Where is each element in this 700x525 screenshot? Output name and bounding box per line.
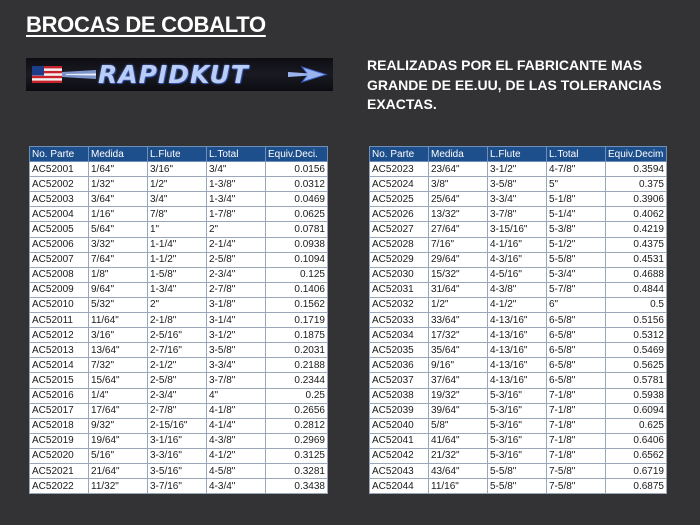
cell-size: 3/16" (89, 328, 148, 343)
cell-total-length: 3-1/8" (207, 297, 266, 312)
cell-size: 33/64" (429, 313, 488, 328)
cell-decimal: 0.0469 (266, 192, 328, 207)
cell-total-length: 7-5/8" (547, 479, 606, 494)
cell-decimal: 0.0781 (266, 222, 328, 237)
table-row (30, 237, 328, 252)
cell-total-length: 5-7/8" (547, 282, 606, 297)
cell-decimal: 0.5781 (606, 373, 667, 388)
cell-decimal: 0.4375 (606, 237, 667, 252)
cell-total-length: 5-1/8" (547, 192, 606, 207)
us-flag-icon (32, 66, 62, 83)
cell-part-number: AC52013 (30, 343, 89, 358)
cell-flute-length: 4-13/16" (488, 358, 547, 373)
cell-flute-length: 3-15/16" (488, 222, 547, 237)
cell-flute-length: 3-5/8" (488, 177, 547, 192)
cell-part-number: AC52028 (370, 237, 429, 252)
cell-part-number: AC52030 (370, 267, 429, 282)
cell-flute-length: 2-3/4" (148, 388, 207, 403)
cell-total-length: 2" (207, 222, 266, 237)
cell-decimal: 0.625 (606, 418, 667, 433)
cell-part-number: AC52024 (370, 177, 429, 192)
table-row (370, 343, 667, 358)
table-row (370, 252, 667, 267)
cell-size: 9/64" (89, 282, 148, 297)
cell-flute-length: 5-5/8" (488, 479, 547, 494)
cell-total-length: 4" (207, 388, 266, 403)
cell-size: 13/32" (429, 207, 488, 222)
cell-decimal: 0.3281 (266, 463, 328, 478)
cell-size: 7/32" (89, 358, 148, 373)
cell-size: 7/64" (89, 252, 148, 267)
cell-total-length: 5-5/8" (547, 252, 606, 267)
cell-part-number: AC52011 (30, 313, 89, 328)
cell-part-number: AC52033 (370, 313, 429, 328)
cell-decimal: 0.4531 (606, 252, 667, 267)
table-row (30, 313, 328, 328)
table-row (370, 313, 667, 328)
cell-total-length: 4-5/8" (207, 463, 266, 478)
cell-size: 5/32" (89, 297, 148, 312)
cell-size: 1/64" (89, 162, 148, 177)
cell-flute-length: 3-5/16" (148, 463, 207, 478)
cell-flute-length: 4-13/16" (488, 328, 547, 343)
cell-size: 15/64" (89, 373, 148, 388)
cell-flute-length: 4-1/16" (488, 237, 547, 252)
cell-part-number: AC52019 (30, 433, 89, 448)
cell-size: 3/64" (89, 192, 148, 207)
cell-part-number: AC52001 (30, 162, 89, 177)
cell-part-number: AC52022 (30, 479, 89, 494)
table-row (370, 297, 667, 312)
cell-part-number: AC52021 (30, 463, 89, 478)
cell-part-number: AC52020 (30, 448, 89, 463)
cell-decimal: 0.0938 (266, 237, 328, 252)
cell-size: 31/64" (429, 282, 488, 297)
table-row (30, 297, 328, 312)
table-row (30, 433, 328, 448)
cell-total-length: 2-5/8" (207, 252, 266, 267)
table-row (30, 162, 328, 177)
cell-flute-length: 1-5/8" (148, 267, 207, 282)
cell-flute-length: 2-1/8" (148, 313, 207, 328)
cell-part-number: AC52016 (30, 388, 89, 403)
cell-flute-length: 5-3/16" (488, 403, 547, 418)
table-row (370, 433, 667, 448)
cell-total-length: 6-5/8" (547, 358, 606, 373)
table-row (370, 418, 667, 433)
table-row (30, 418, 328, 433)
cell-decimal: 0.2812 (266, 418, 328, 433)
cell-flute-length: 1" (148, 222, 207, 237)
cell-total-length: 3-5/8" (207, 343, 266, 358)
cell-total-length: 6-5/8" (547, 373, 606, 388)
cell-flute-length: 3-1/2" (488, 162, 547, 177)
table-body (370, 162, 667, 494)
cell-total-length: 3-7/8" (207, 373, 266, 388)
cell-part-number: AC52014 (30, 358, 89, 373)
table-header-row (30, 147, 328, 162)
cell-decimal: 0.5312 (606, 328, 667, 343)
cell-decimal: 0.2969 (266, 433, 328, 448)
cell-part-number: AC52035 (370, 343, 429, 358)
cell-total-length: 7-1/8" (547, 448, 606, 463)
cell-size: 17/64" (89, 403, 148, 418)
cell-size: 25/64" (429, 192, 488, 207)
table-row (30, 463, 328, 478)
table-row (370, 282, 667, 297)
table-row (370, 162, 667, 177)
table-row (30, 373, 328, 388)
cell-flute-length: 1/2" (148, 177, 207, 192)
cell-flute-length: 4-3/16" (488, 252, 547, 267)
table-row (30, 448, 328, 463)
cell-decimal: 0.4844 (606, 282, 667, 297)
cell-size: 1/32" (89, 177, 148, 192)
cell-total-length: 3-1/4" (207, 313, 266, 328)
cell-size: 29/64" (429, 252, 488, 267)
cell-size: 9/32" (89, 418, 148, 433)
cell-decimal: 0.0312 (266, 177, 328, 192)
cell-part-number: AC52029 (370, 252, 429, 267)
cell-size: 11/16" (429, 479, 488, 494)
cell-flute-length: 3-3/4" (488, 192, 547, 207)
col-header-part: No. Parte (30, 147, 89, 162)
cell-decimal: 0.6875 (606, 479, 667, 494)
cell-decimal: 0.1406 (266, 282, 328, 297)
cell-total-length: 4-7/8" (547, 162, 606, 177)
cell-flute-length: 3-7/16" (148, 479, 207, 494)
cell-flute-length: 3-1/16" (148, 433, 207, 448)
cell-decimal: 0.6719 (606, 463, 667, 478)
cell-total-length: 4-3/4" (207, 479, 266, 494)
cell-flute-length: 5-3/16" (488, 448, 547, 463)
cell-total-length: 6-5/8" (547, 328, 606, 343)
cell-flute-length: 4-13/16" (488, 343, 547, 358)
table-row (30, 343, 328, 358)
cell-size: 15/32" (429, 267, 488, 282)
cell-size: 1/16" (89, 207, 148, 222)
table-row (30, 252, 328, 267)
table-row (370, 207, 667, 222)
col-header-total: L.Total (547, 147, 606, 162)
cell-total-length: 5" (547, 177, 606, 192)
table-row (370, 192, 667, 207)
cell-size: 23/64" (429, 162, 488, 177)
table-header-row (370, 147, 667, 162)
col-header-size: Medida (429, 147, 488, 162)
cell-total-length: 3/4" (207, 162, 266, 177)
cell-size: 21/64" (89, 463, 148, 478)
cell-flute-length: 3/4" (148, 192, 207, 207)
table-row (370, 463, 667, 478)
cell-decimal: 0.6406 (606, 433, 667, 448)
cell-decimal: 0.3594 (606, 162, 667, 177)
table-row (370, 222, 667, 237)
cell-part-number: AC52034 (370, 328, 429, 343)
cell-decimal: 0.2031 (266, 343, 328, 358)
cell-decimal: 0.1562 (266, 297, 328, 312)
table-body (30, 162, 328, 494)
cell-flute-length: 2-7/8" (148, 403, 207, 418)
table-row (30, 192, 328, 207)
cell-decimal: 0.2656 (266, 403, 328, 418)
table-row (370, 358, 667, 373)
drill-spec-table-2 (369, 146, 667, 494)
cell-size: 11/64" (89, 313, 148, 328)
cell-size: 7/16" (429, 237, 488, 252)
table-row (370, 267, 667, 282)
col-header-decimal: Equiv.Deci. (266, 147, 328, 162)
cell-size: 1/2" (429, 297, 488, 312)
cell-flute-length: 5-3/16" (488, 418, 547, 433)
cell-total-length: 2-3/4" (207, 267, 266, 282)
cell-part-number: AC52010 (30, 297, 89, 312)
cell-total-length: 7-1/8" (547, 418, 606, 433)
cell-flute-length: 2-1/2" (148, 358, 207, 373)
cell-part-number: AC52007 (30, 252, 89, 267)
cell-total-length: 6-5/8" (547, 343, 606, 358)
rapidkut-logo (26, 58, 333, 91)
cell-total-length: 2-7/8" (207, 282, 266, 297)
cell-size: 19/64" (89, 433, 148, 448)
cell-part-number: AC52037 (370, 373, 429, 388)
cell-size: 35/64" (429, 343, 488, 358)
cell-flute-length: 2-15/16" (148, 418, 207, 433)
table-row (30, 479, 328, 494)
cell-decimal: 0.3906 (606, 192, 667, 207)
cell-part-number: AC52005 (30, 222, 89, 237)
table-row (30, 328, 328, 343)
cell-total-length: 4-1/8" (207, 403, 266, 418)
table-row (370, 403, 667, 418)
cell-flute-length: 4-13/16" (488, 373, 547, 388)
drill-spec-table-1 (29, 146, 328, 494)
cell-part-number: AC52040 (370, 418, 429, 433)
cell-total-length: 3-3/4" (207, 358, 266, 373)
table-row (30, 267, 328, 282)
table-row (370, 479, 667, 494)
cell-part-number: AC52017 (30, 403, 89, 418)
cell-part-number: AC52038 (370, 388, 429, 403)
table-row (370, 237, 667, 252)
cell-part-number: AC52036 (370, 358, 429, 373)
cell-flute-length: 5-5/8" (488, 463, 547, 478)
cell-part-number: AC52002 (30, 177, 89, 192)
cell-part-number: AC52004 (30, 207, 89, 222)
cell-total-length: 4-3/8" (207, 433, 266, 448)
col-header-flute: L.Flute (488, 147, 547, 162)
cell-size: 5/8" (429, 418, 488, 433)
table-row (30, 177, 328, 192)
cell-decimal: 0.5625 (606, 358, 667, 373)
col-header-total: L.Total (207, 147, 266, 162)
cell-size: 21/32" (429, 448, 488, 463)
cell-total-length: 4-1/4" (207, 418, 266, 433)
cell-part-number: AC52032 (370, 297, 429, 312)
cell-flute-length: 2-5/8" (148, 373, 207, 388)
cell-flute-length: 3-7/8" (488, 207, 547, 222)
cell-part-number: AC52015 (30, 373, 89, 388)
cell-part-number: AC52041 (370, 433, 429, 448)
cell-flute-length: 1-1/2" (148, 252, 207, 267)
cell-decimal: 0.5156 (606, 313, 667, 328)
cell-part-number: AC52009 (30, 282, 89, 297)
cell-total-length: 5-1/2" (547, 237, 606, 252)
cell-flute-length: 4-13/16" (488, 313, 547, 328)
table-row (30, 403, 328, 418)
cell-part-number: AC52026 (370, 207, 429, 222)
cell-decimal: 0.375 (606, 177, 667, 192)
table-row (370, 373, 667, 388)
cell-part-number: AC52008 (30, 267, 89, 282)
cell-size: 5/64" (89, 222, 148, 237)
cell-size: 39/64" (429, 403, 488, 418)
tagline: REALIZADAS POR EL FABRICANTE MAS GRANDE DE EE.UU, DE LAS TOLERANCIAS EXACTAS. (367, 57, 662, 112)
cell-flute-length: 2-7/16" (148, 343, 207, 358)
cell-flute-length: 4-3/8" (488, 282, 547, 297)
cell-size: 17/32" (429, 328, 488, 343)
cell-total-length: 1-3/8" (207, 177, 266, 192)
cell-decimal: 0.4062 (606, 207, 667, 222)
cell-decimal: 0.5469 (606, 343, 667, 358)
cell-decimal: 0.1875 (266, 328, 328, 343)
table-row (30, 388, 328, 403)
cell-part-number: AC52012 (30, 328, 89, 343)
cell-flute-length: 4-5/16" (488, 267, 547, 282)
cell-total-length: 5-3/4" (547, 267, 606, 282)
cell-decimal: 0.6562 (606, 448, 667, 463)
cell-total-length: 6" (547, 297, 606, 312)
cell-total-length: 7-5/8" (547, 463, 606, 478)
cell-decimal: 0.5 (606, 297, 667, 312)
table-row (30, 222, 328, 237)
cell-flute-length: 5-3/16" (488, 388, 547, 403)
cell-size: 13/64" (89, 343, 148, 358)
cell-flute-length: 3-3/16" (148, 448, 207, 463)
cell-flute-length: 2" (148, 297, 207, 312)
table-row (370, 448, 667, 463)
cell-size: 9/16" (429, 358, 488, 373)
cell-part-number: AC52042 (370, 448, 429, 463)
cell-flute-length: 5-3/16" (488, 433, 547, 448)
cell-total-length: 5-3/8" (547, 222, 606, 237)
col-header-flute: L.Flute (148, 147, 207, 162)
cell-total-length: 2-1/4" (207, 237, 266, 252)
cell-flute-length: 4-1/2" (488, 297, 547, 312)
cell-decimal: 0.3438 (266, 479, 328, 494)
cell-flute-length: 3/16" (148, 162, 207, 177)
cell-part-number: AC52023 (370, 162, 429, 177)
cell-total-length: 7-1/8" (547, 388, 606, 403)
cell-total-length: 1-7/8" (207, 207, 266, 222)
cell-part-number: AC52003 (30, 192, 89, 207)
cell-decimal: 0.1719 (266, 313, 328, 328)
table-row (370, 177, 667, 192)
col-header-size: Medida (89, 147, 148, 162)
cell-flute-length: 1-1/4" (148, 237, 207, 252)
cell-decimal: 0.125 (266, 267, 328, 282)
cell-flute-length: 7/8" (148, 207, 207, 222)
table-row (30, 358, 328, 373)
cell-flute-length: 1-3/4" (148, 282, 207, 297)
cell-size: 19/32" (429, 388, 488, 403)
cell-total-length: 7-1/8" (547, 433, 606, 448)
table-row (30, 207, 328, 222)
cell-decimal: 0.25 (266, 388, 328, 403)
cell-size: 3/8" (429, 177, 488, 192)
cell-decimal: 0.1094 (266, 252, 328, 267)
cell-decimal: 0.4219 (606, 222, 667, 237)
cell-decimal: 0.2188 (266, 358, 328, 373)
cell-decimal: 0.6094 (606, 403, 667, 418)
cell-total-length: 7-1/8" (547, 403, 606, 418)
cell-size: 41/64" (429, 433, 488, 448)
cell-size: 43/64" (429, 463, 488, 478)
col-header-part: No. Parte (370, 147, 429, 162)
cell-part-number: AC52025 (370, 192, 429, 207)
cell-part-number: AC52039 (370, 403, 429, 418)
logo-wordmark: RAPIDKUT (98, 60, 249, 89)
cell-size: 5/16" (89, 448, 148, 463)
cell-decimal: 0.0625 (266, 207, 328, 222)
cell-size: 11/32" (89, 479, 148, 494)
cell-total-length: 4-1/2" (207, 448, 266, 463)
cell-decimal: 0.4688 (606, 267, 667, 282)
cell-decimal: 0.0156 (266, 162, 328, 177)
cell-total-length: 5-1/4" (547, 207, 606, 222)
cell-total-length: 1-3/4" (207, 192, 266, 207)
cell-part-number: AC52018 (30, 418, 89, 433)
cell-decimal: 0.3125 (266, 448, 328, 463)
table-row (30, 282, 328, 297)
page-title: BROCAS DE COBALTO (26, 12, 266, 37)
cell-size: 1/4" (89, 388, 148, 403)
cell-part-number: AC52027 (370, 222, 429, 237)
cell-size: 37/64" (429, 373, 488, 388)
cell-part-number: AC52031 (370, 282, 429, 297)
cell-size: 3/32" (89, 237, 148, 252)
table-row (370, 328, 667, 343)
cell-size: 1/8" (89, 267, 148, 282)
cell-part-number: AC52043 (370, 463, 429, 478)
table-row (370, 388, 667, 403)
cell-part-number: AC52006 (30, 237, 89, 252)
cell-decimal: 0.5938 (606, 388, 667, 403)
cell-flute-length: 2-5/16" (148, 328, 207, 343)
cell-size: 27/64" (429, 222, 488, 237)
col-header-decimal: Equiv.Decim (606, 147, 667, 162)
cell-decimal: 0.2344 (266, 373, 328, 388)
cell-part-number: AC52044 (370, 479, 429, 494)
cell-total-length: 3-1/2" (207, 328, 266, 343)
cell-total-length: 6-5/8" (547, 313, 606, 328)
